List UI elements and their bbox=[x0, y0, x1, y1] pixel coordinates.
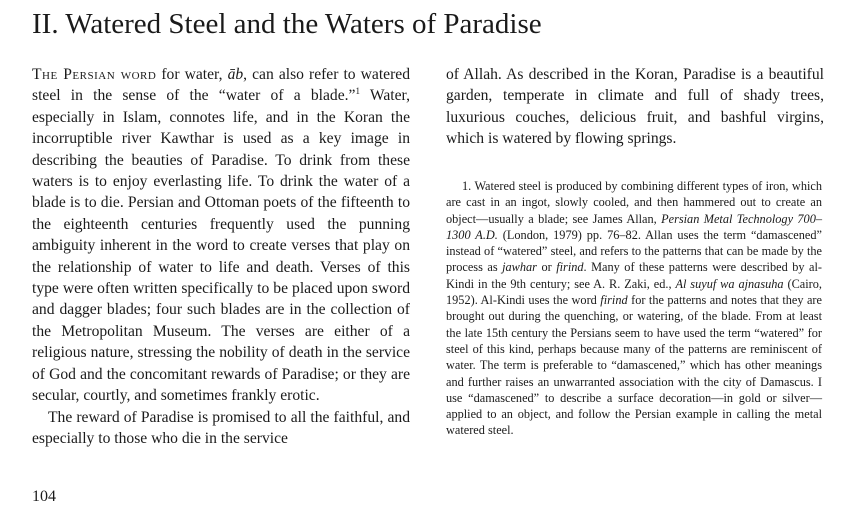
italic-term: āb bbox=[227, 66, 244, 83]
body-text: for water, bbox=[156, 66, 228, 83]
body-text: , can also refer to watered steel in the sense of the “water of a blade.” bbox=[32, 66, 411, 105]
body-paragraph-1 bbox=[32, 64, 410, 407]
page-number: 104 bbox=[32, 488, 56, 505]
chapter-title: II. Watered Steel and the Waters of Paradise bbox=[32, 8, 542, 40]
footnote-text: or bbox=[536, 260, 557, 275]
body-paragraph-2-continued: of Allah. As described in the Koran, Paradise is a beautiful garden, temperate in climate and full of shady trees, luxurious couches, delicious fruit, and bashful virgins, which is watered by flowing springs. bbox=[446, 66, 824, 148]
footnote-text: for the patterns and notes that they are brought out during the quenching, or watering, of the blade. From at least the late 15th century the Persians seem to have used the term “watered” for steel of this kind, perhaps because many of the patterns are reminiscent of water. The term is preferable to “damascened,” which has other meanings and further raises an unwarranted association with the city of Damascus. I use “damascened” to describe a surface decoration—in gold or silver—applied to an object, and follow the Persian example in calling the metal watered steel. bbox=[446, 293, 822, 438]
body-paragraph-2: The reward of Paradise is promised to all the faithful, and especially to those who die in the service bbox=[32, 408, 410, 447]
footnote-text: Watered steel is produced by combining different types of iron, which are cast in an ingot, slowly cooled, and then hammered out to create an object—usually a blade; see James Allan, bbox=[446, 179, 822, 226]
body-text: Water, especially in Islam, connotes life, and in the Koran the incorruptible river Kawthar is used as a key image in describing the beauties of Paradise. To drink from these waters is to enjoy everlasting life. To drink the water of a blade is to die. Persian and Ottoman poets of the fifteenth to the eighteenth centuries frequently used the punning ambiguity inherent in the word to create verses that play on the relationship of water to life and death. Verses of this type were often written specifically to be placed upon sword and dagger blades; four such blades are in the collection of the Metropolitan Museum. The verses are either of a religious nature, stressing the nobility of death in the service of God and the concomitant rewards of Paradise; or they are secular, courtly, and sometimes frankly erotic. bbox=[32, 87, 410, 405]
footnote-italic: jawhar bbox=[502, 260, 537, 275]
footnote-number: 1. bbox=[462, 179, 472, 193]
left-column bbox=[32, 64, 410, 449]
footnote-text: (London, 1979) pp. 76–82. Allan uses the term “damascened” instead of “watered” steel, and refers to the patterns that can be made by the process as bbox=[446, 227, 822, 275]
footnote-1 bbox=[446, 178, 822, 439]
footnote-italic: firind bbox=[556, 260, 584, 275]
lead-small-caps: The Persian word bbox=[32, 66, 157, 83]
footnote-italic: firind bbox=[600, 293, 628, 308]
footnote bbox=[446, 178, 822, 439]
footnote-text: . Many of these patterns were described by al-Kindi in the 9th century; see A. R. Zaki, ed., bbox=[446, 260, 822, 291]
footnote-text: (Cairo, 1952). Al-Kindi uses the word bbox=[446, 276, 822, 308]
footnote-ref[interactable]: 1 bbox=[355, 86, 360, 97]
footnote-italic: Persian Metal Technology 700–1300 A.D. bbox=[446, 211, 822, 242]
footnote-italic: Al suyuf wa ajnasuha bbox=[675, 276, 784, 291]
right-column bbox=[446, 64, 824, 150]
